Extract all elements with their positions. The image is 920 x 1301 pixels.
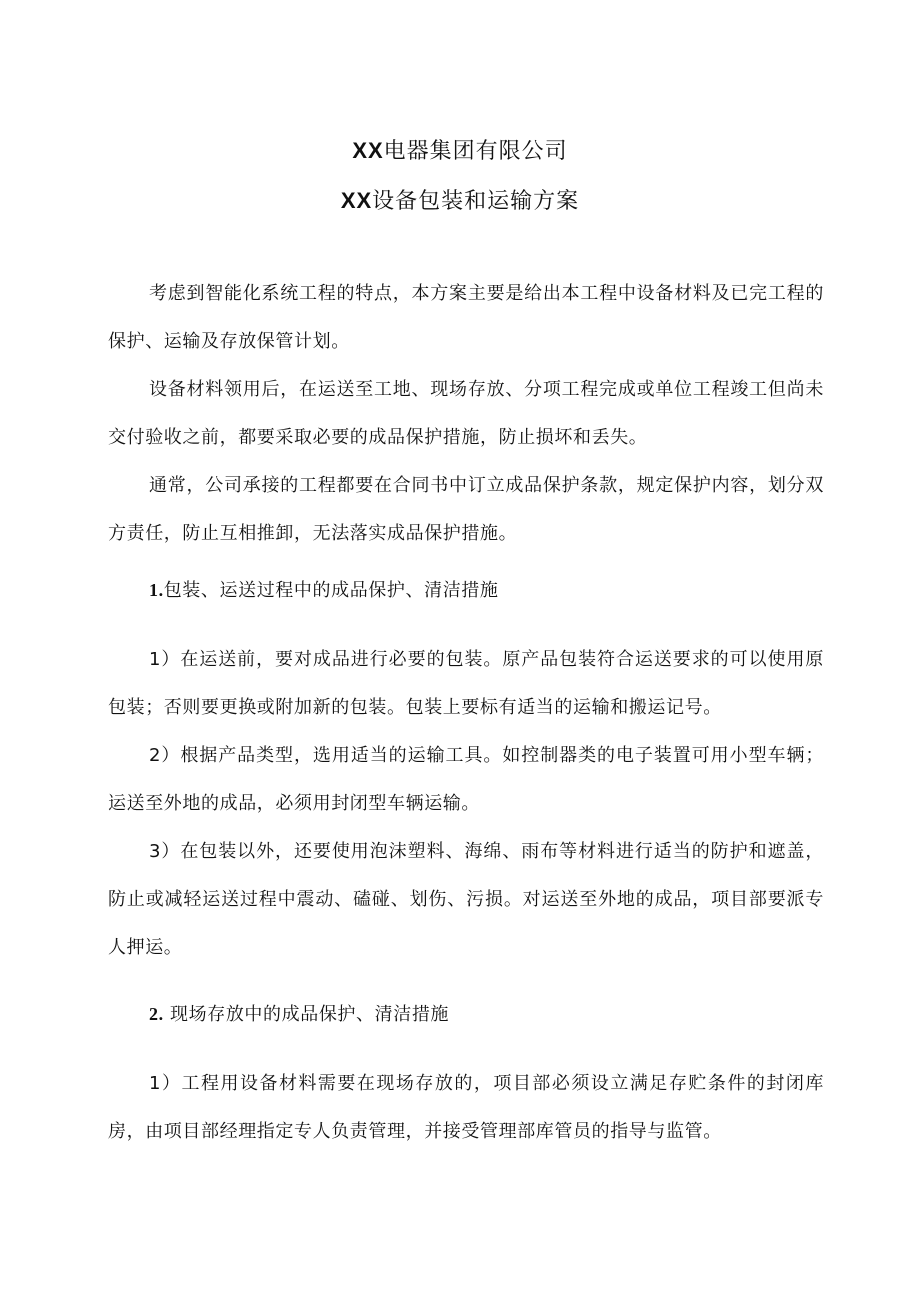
section2-heading xyxy=(108,990,824,1039)
section2-item-1: 1）工程用设备材料需要在现场存放的，项目部必须设立满足存贮条件的封闭库房，由项目部经理指定专人负责管理，并接受管理部库管员的指导与监管。 xyxy=(108,1073,824,1142)
plan-title-text: 设备包装和运输方案 xyxy=(372,189,580,214)
plan-title-prefix: XX xyxy=(340,188,373,213)
intro-paragraph: 考虑到智能化系统工程的特点，本方案主要是给出本工程中设备材料及已完工程的保护、运输及存放保管计划。 xyxy=(108,283,824,352)
section1-item-1: 1）在运送前，要对成品进行必要的包装。原产品包装符合运送要求的可以使用原包装；否则要更换或附加新的包装。包装上要标有适当的运输和搬运记号。 xyxy=(108,649,824,718)
section2-number: 2. xyxy=(149,1004,164,1024)
section1-heading xyxy=(108,566,824,615)
company-title-prefix: XX xyxy=(352,138,384,163)
section2-heading-text: 现场存放中的成品保护、清洁措施 xyxy=(163,1004,450,1025)
section1-item-2: 2）根据产品类型，选用适当的运输工具。如控制器类的电子装置可用小型车辆；运送至外地的成品，必须用封闭型车辆运输。 xyxy=(108,745,824,814)
contract-paragraph: 通常，公司承接的工程都要在合同书中订立成品保护条款，规定保护内容，划分双方责任，防止互相推卸，无法落实成品保护措施。 xyxy=(108,475,824,544)
company-title-text: 电器集团有限公司 xyxy=(383,139,568,164)
section1-heading-text: 包装、运送过程中的成品保护、清洁措施 xyxy=(163,580,499,601)
receipt-paragraph: 设备材料领用后，在运送至工地、现场存放、分项工程完成或单位工程竣工但尚未交付验收之前，都要采取必要的成品保护措施，防止损坏和丢失。 xyxy=(108,379,824,448)
plan-title xyxy=(0,186,920,217)
company-title xyxy=(0,136,920,167)
section1-item-3: 3）在包装以外，还要使用泡沫塑料、海绵、雨布等材料进行适当的防护和遮盖，防止或减轻运送过程中震动、磕碰、划伤、污损。对运送至外地的成品，项目部要派专人押运。 xyxy=(108,841,824,958)
section1-number: 1. xyxy=(149,580,164,600)
